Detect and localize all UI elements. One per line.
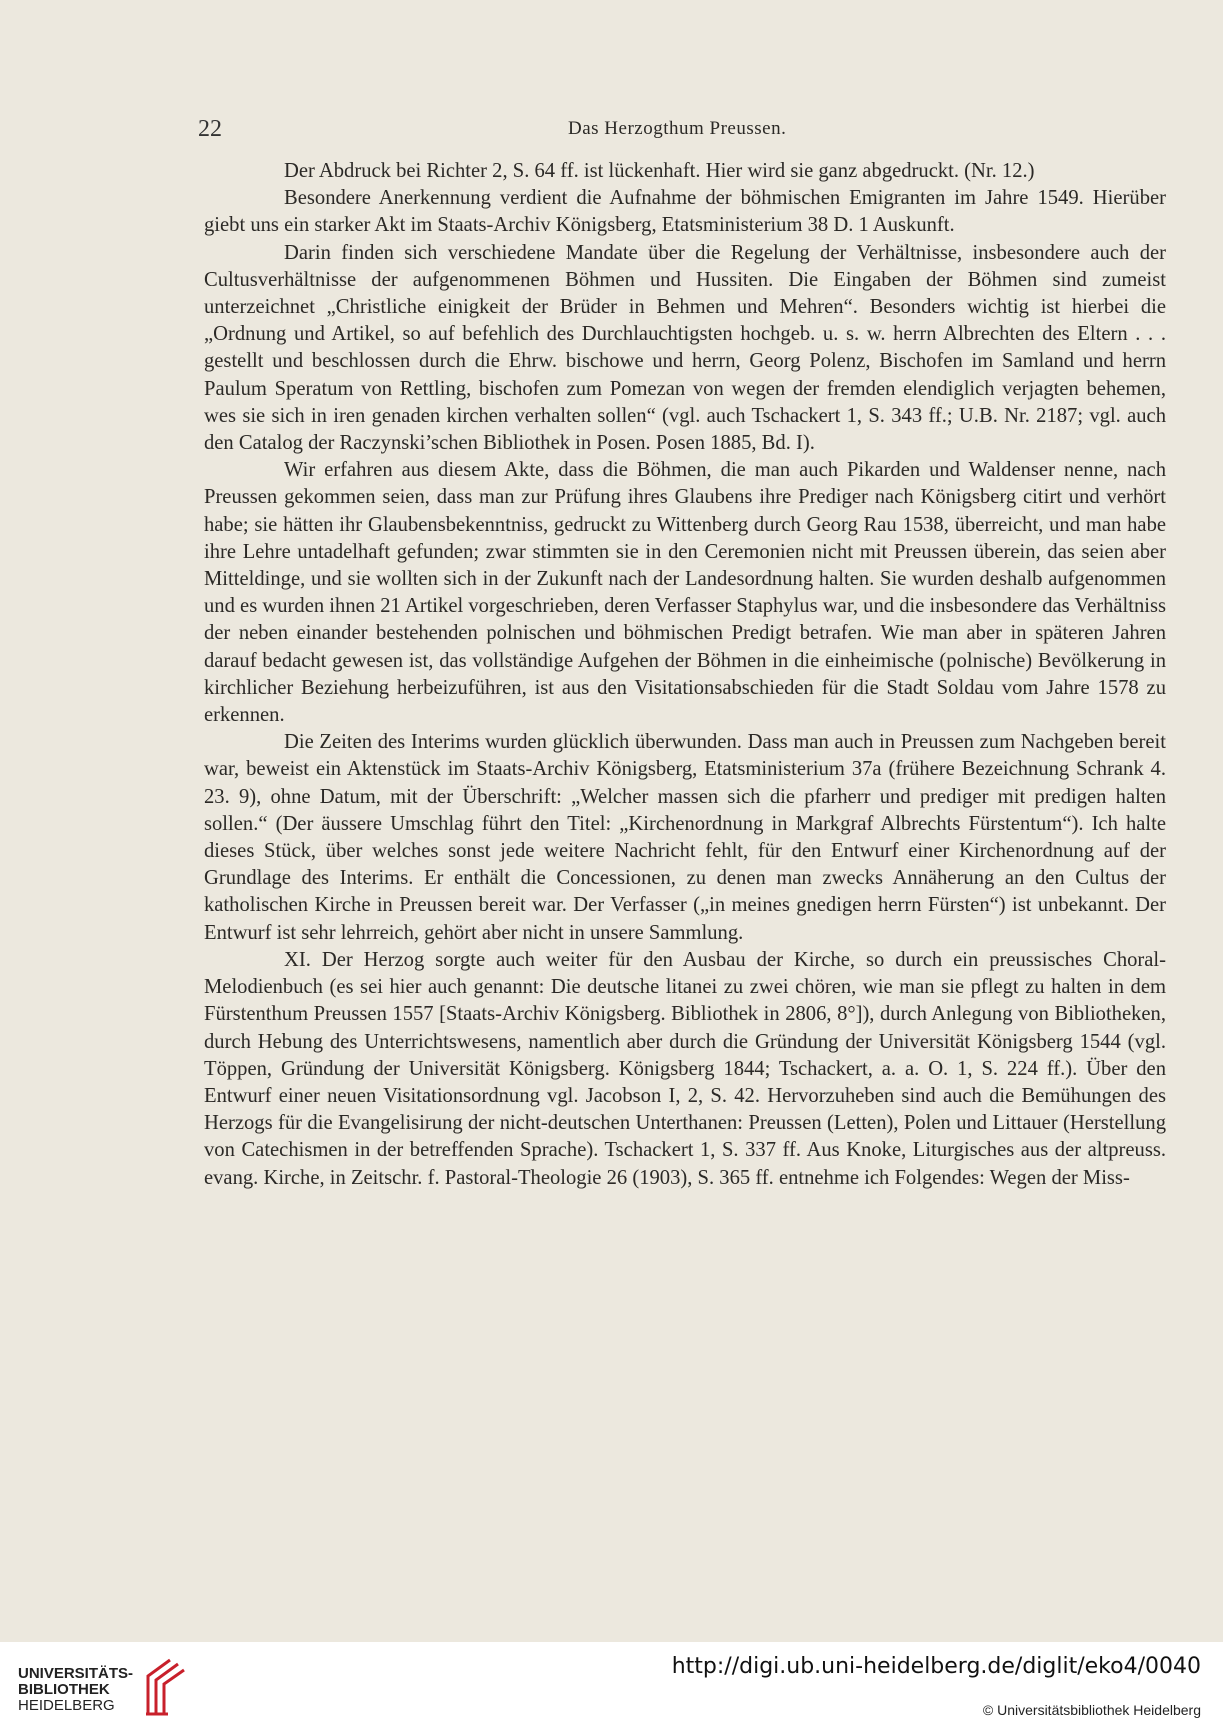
copyright-notice: © Universitätsbibliothek Heidelberg: [982, 1702, 1201, 1718]
library-logo[interactable]: [18, 1656, 178, 1716]
logo-line: BIBLIOTHEK: [18, 1681, 110, 1698]
footer-bar: [0, 1642, 1223, 1731]
logo-line: UNIVERSITÄTS-: [18, 1665, 134, 1682]
paragraph: Darin finden sich verschiedene Mandate über die Regelung der Verhältnisse, insbesondere auch der Cultusverhältnisse der aufgenommenen Böhmen und Hussiten. Die Eingaben der Böhmen sind zumeist unterzeichnet „Christliche einigkeit der Brüder in Behmen und Mehren“. Besonders wichtig ist hierbei die „Ordnung und Artikel, so auf befehlich des Durchlauchtigsten hochgeb. u. s. w. herrn Albrechten des Eltern . . . gestellt und beschlossen durch die Ehrw. bischowe und herrn, Georg Polenz, Bischofen im Samland und herrn Paulum Speratum von Rettling, bischofen zum Pomezan von wegen der fremden elendiglich verjagten behemen, wes sie sich in iren genaden kirchen verhalten sollen“ (vgl. auch Tschackert 1, S. 343 ff.; U.B. Nr. 2187; vgl. auch den Catalog der Raczynski’schen Bibliothek in Posen. Posen 1885, Bd. I).: [204, 241, 1166, 455]
body-text: [204, 158, 1166, 1192]
permalink-url[interactable]: http://digi.ub.uni-heidelberg.de/diglit/eko4/0040: [671, 1654, 1201, 1679]
running-title: Das Herzogthum Preussen.: [568, 118, 787, 139]
logo-text: [18, 1666, 133, 1714]
paragraph: Der Abdruck bei Richter 2, S. 64 ff. ist lückenhaft. Hier wird sie ganz abgedruckt. (Nr. 12.): [284, 160, 1035, 182]
page-header: [198, 116, 1078, 146]
logo-line: HEIDELBERG: [18, 1697, 115, 1714]
paragraph: Die Zeiten des Interims wurden glücklich überwunden. Dass man auch in Preussen zum Nachgeben bereit war, beweist ein Aktenstück im Staats-Archiv Königsberg, Etatsministerium 37a (frühere Bezeichnung Schrank 4. 23. 9), ohne Datum, mit der Überschrift: „Welcher massen sich die pfarherr und prediger mit predigen halten sollen.“ (Der äussere Umschlag führt den Titel: „Kirchenordnung in Markgraf Albrechts Fürstentum“). Ich halte dieses Stück, über welches sonst jede weitere Nachricht fehlt, für den Entwurf einer Kirchenordnung auf der Grundlage des Interims. Er enthält die Concessionen, zu denen man zwecks Annäherung an den Cultus der katholischen Kirche in Preussen bereit war. Der Verfasser („in meines gnedigen herrn Fürsten“) ist unbekannt. Der Entwurf ist sehr lehrreich, gehört aber nicht in unsere Sammlung.: [204, 731, 1166, 944]
paragraph: Besondere Anerkennung verdient die Aufnahme der böhmischen Emigranten im Jahre 1549. Hierüber giebt uns ein starker Akt im Staats-Archiv Königsberg, Etatsministerium 38 D. 1 Auskunft.: [204, 187, 1166, 237]
paragraph: XI. Der Herzog sorgte auch weiter für den Ausbau der Kirche, so durch ein preussisches Choral-Melodienbuch (es sei hier auch genannt: Die deutsche litanei zu zwei chören, wie man sie pflegt zu halten in dem Fürstenthum Preussen 1557 [Staats-Archiv Königsberg. Bibliothek in 2806, 8°]), durch Anlegung von Bibliotheken, durch Hebung des Unterrichtswesens, namentlich aber durch die Gründung der Universität Königsberg 1544 (vgl. Töppen, Gründung der Universität Königsberg. Königsberg 1844; Tschackert, a. a. O. 1, S. 224 ff.). Über den Entwurf einer neuen Visitationsordnung vgl. Jacobson I, 2, S. 42. Hervorzuheben sind auch die Bemühungen des Herzogs für die Evangelisirung der nicht-deutschen Unterthanen: Preussen (Letten), Polen und Littauer (Herstellung von Catechismen in der betreffenden Sprache). Tschackert 1, S. 337 ff. Aus Knoke, Liturgisches aus der altpreuss. evang. Kirche, in Zeitschr. f. Pastoral-Theologie 26 (1903), S. 365 ff. entnehme ich Folgendes: Wegen der Miss-: [204, 948, 1166, 1189]
library-logo-icon: [140, 1656, 186, 1718]
page-number: 22: [198, 116, 222, 142]
paragraph: Wir erfahren aus diesem Akte, dass die Böhmen, die man auch Pikarden und Waldenser nenne, nach Preussen gekommen seien, dass man zur Prüfung ihres Glaubens ihre Prediger nach Königsberg citirt und verhört habe; sie hätten ihr Glaubensbekenntniss, gedruckt zu Wittenberg durch Georg Rau 1538, überreicht, und man habe ihre Lehre untadelhaft gefunden; zwar stimmten sie in den Ceremonien nicht mit Preussen überein, das seien aber Mitteldinge, und sie wollten sich in der Zukunft nach der Landesordnung halten. Sie wurden deshalb aufgenommen und es wurden ihnen 21 Artikel vorgeschrieben, deren Verfasser Staphylus war, und die insbesondere das Verhältniss der neben einander bestehenden polnischen und böhmischen Predigt betrafen. Wie man aber in späteren Jahren darauf bedacht gewesen ist, das vollständige Aufgehen der Böhmen in die einheimische (polnische) Bevölkerung in kirchlicher Beziehung herbeizuführen, ist aus den Visitationsabschieden für die Stadt Soldau vom Jahre 1578 zu erkennen.: [204, 459, 1166, 727]
